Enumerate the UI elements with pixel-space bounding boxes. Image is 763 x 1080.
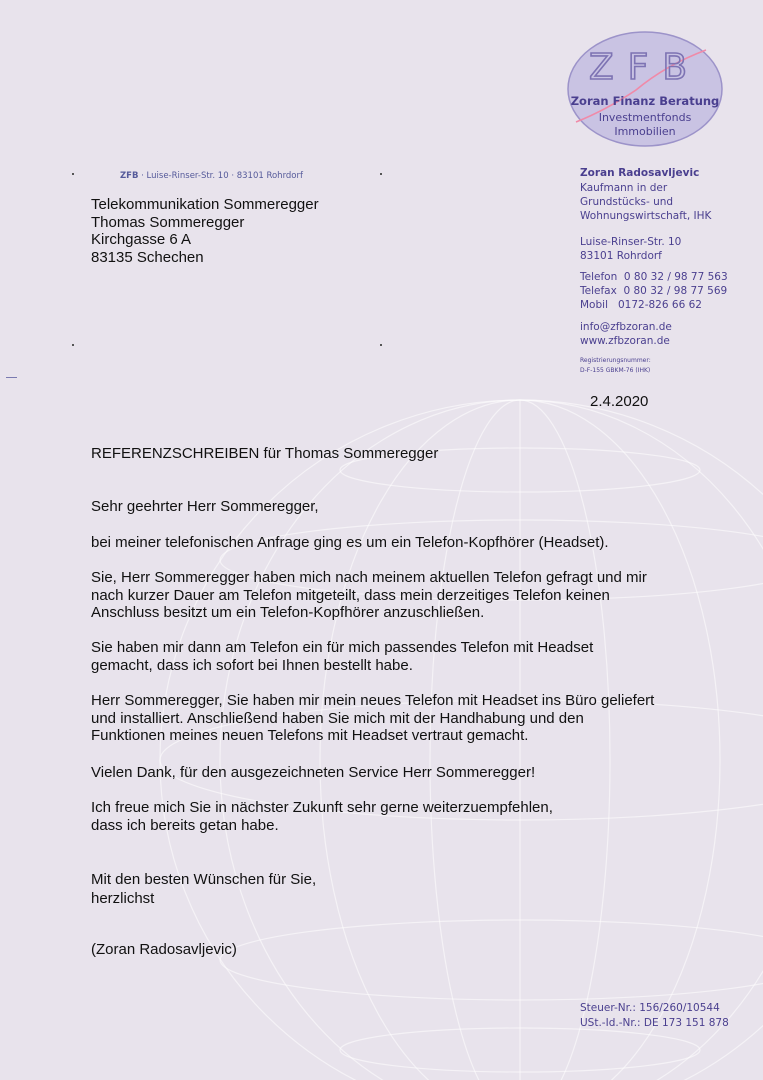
logo-company-name: Zoran Finanz Beratung — [570, 94, 720, 108]
email-link[interactable]: info@zfbzoran.de — [580, 321, 672, 333]
paragraph: Ich freue mich Sie in nächster Zukunft sehr gerne weiterzuempfehlen, dass ich bereits getan habe. — [91, 799, 553, 834]
letter-date: 2.4.2020 — [590, 393, 649, 410]
closing: Mit den besten Wünschen für Sie, herzlichst — [91, 871, 317, 907]
contact-phones: Telefon 0 80 32 / 98 77 563 Telefax 0 80 32 / 98 77 569 Mobil 0172-826 66 62 — [580, 271, 728, 311]
fold-mark — [6, 377, 17, 378]
logo-subtitle: Investmentfonds Immobilien — [598, 111, 692, 138]
window-corner-mark — [72, 344, 74, 346]
signature-name: (Zoran Radosavljevic) — [91, 941, 237, 958]
contact-address: Luise-Rinser-Str. 10 83101 Rohrdorf — [580, 236, 682, 262]
tax-info: Steuer-Nr.: 156/260/10544 USt.-Id.-Nr.: DE 173 151 878 — [580, 1002, 729, 1029]
contact-name: Zoran Radosavljevic — [580, 167, 700, 179]
letter-subject: REFERENZSCHREIBEN für Thomas Sommeregger — [91, 445, 439, 462]
salutation: Sehr geehrter Herr Sommeregger, — [91, 498, 319, 515]
company-logo — [566, 30, 724, 148]
paragraph: Sie, Herr Sommeregger haben mich nach meinem aktuellen Telefon gefragt und mir nach kurzer Dauer am Telefon mitgeteilt, dass mein derzeitiges Telefon keinen Anschluss besitzt um ein Telefon-Kopfhörer anzuschließen. — [91, 569, 647, 621]
window-corner-mark — [380, 173, 382, 175]
sender-return-line: ZFB · Luise-Rinser-Str. 10 · 83101 Rohrdorf — [120, 171, 303, 181]
recipient-address: Telekommunikation Sommeregger Thomas Sommeregger Kirchgasse 6 A 83135 Schechen — [91, 196, 319, 266]
window-corner-mark — [380, 344, 382, 346]
paragraph: Herr Sommeregger, Sie haben mir mein neues Telefon mit Headset ins Büro geliefert und installiert. Anschließend haben Sie mich mit der Handhabung und den Funktionen meines neuen Telefons mit Headset vertraut gemacht. — [91, 692, 655, 744]
paragraph: Vielen Dank, für den ausgezeichneten Service Herr Sommeregger! — [91, 764, 536, 781]
website-link[interactable]: www.zfbzoran.de — [580, 335, 670, 347]
registration-number: Registrierungsnummer: D-F-155 GBKM-76 (IHK) — [580, 357, 651, 374]
contact-web — [580, 320, 672, 348]
paragraph: Sie haben mir dann am Telefon ein für mich passendes Telefon mit Headset gemacht, dass ich sofort bei Ihnen bestellt habe. — [91, 639, 594, 674]
window-corner-mark — [72, 173, 74, 175]
paragraph: bei meiner telefonischen Anfrage ging es um ein Telefon-Kopfhörer (Headset). — [91, 534, 609, 551]
logo-letters: ZFB — [588, 47, 702, 88]
contact-title: Kaufmann in der Grundstücks- und Wohnungswirtschaft, IHK — [580, 182, 712, 222]
